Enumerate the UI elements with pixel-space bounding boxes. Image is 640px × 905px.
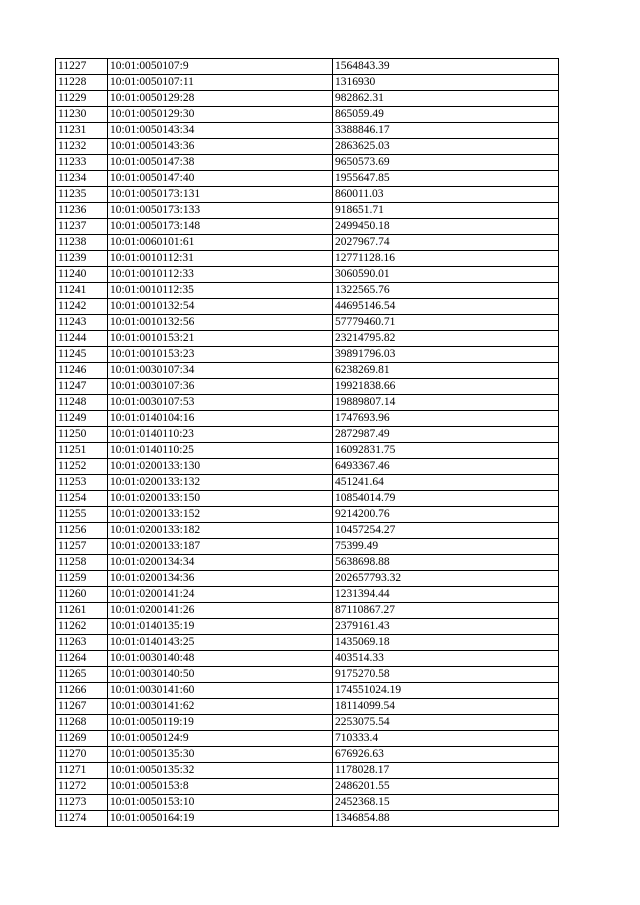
cadastral-number-cell: 10:01:0010132:56 [108,315,333,331]
row-number-cell: 11273 [56,795,108,811]
table-row [56,571,559,587]
cadastral-number-cell: 10:01:0140110:23 [108,427,333,443]
table-row [56,203,559,219]
row-number-cell: 11264 [56,651,108,667]
row-number-cell: 11243 [56,315,108,331]
value-cell: 23214795.82 [333,331,559,347]
cadastral-number-cell: 10:01:0050135:30 [108,747,333,763]
value-cell: 6238269.81 [333,363,559,379]
value-cell: 2027967.74 [333,235,559,251]
row-number-cell: 11242 [56,299,108,315]
table-row [56,731,559,747]
table-row [56,699,559,715]
value-cell: 1747693.96 [333,411,559,427]
value-cell: 9214200.76 [333,507,559,523]
table-row [56,523,559,539]
table-row [56,667,559,683]
value-cell: 6493367.46 [333,459,559,475]
row-number-cell: 11233 [56,155,108,171]
table-row [56,763,559,779]
cadastral-number-cell: 10:01:0200133:130 [108,459,333,475]
row-number-cell: 11248 [56,395,108,411]
row-number-cell: 11231 [56,123,108,139]
row-number-cell: 11268 [56,715,108,731]
table-row [56,59,559,75]
row-number-cell: 11260 [56,587,108,603]
cadastral-number-cell: 10:01:0050107:11 [108,75,333,91]
table-row [56,587,559,603]
cadastral-number-cell: 10:01:0050143:36 [108,139,333,155]
table-row [56,635,559,651]
value-cell: 1178028.17 [333,763,559,779]
cadastral-number-cell: 10:01:0050143:34 [108,123,333,139]
table-row [56,747,559,763]
value-cell: 1955647.85 [333,171,559,187]
value-cell: 860011.03 [333,187,559,203]
value-cell: 1346854.88 [333,811,559,827]
table-row [56,139,559,155]
table-row [56,283,559,299]
table-row [56,475,559,491]
table-row [56,123,559,139]
value-cell: 18114099.54 [333,699,559,715]
table-row [56,619,559,635]
table-row [56,219,559,235]
row-number-cell: 11250 [56,427,108,443]
table-row [56,507,559,523]
cadastral-number-cell: 10:01:0050129:28 [108,91,333,107]
table-row [56,235,559,251]
value-cell: 87110867.27 [333,603,559,619]
value-cell: 1435069.18 [333,635,559,651]
value-cell: 1322565.76 [333,283,559,299]
row-number-cell: 11241 [56,283,108,299]
row-number-cell: 11230 [56,107,108,123]
value-cell: 3388846.17 [333,123,559,139]
cadastral-number-cell: 10:01:0200141:26 [108,603,333,619]
table-row [56,267,559,283]
cadastral-number-cell: 10:01:0030140:48 [108,651,333,667]
row-number-cell: 11274 [56,811,108,827]
cadastral-number-cell: 10:01:0050173:131 [108,187,333,203]
cadastral-number-cell: 10:01:0010153:23 [108,347,333,363]
table-row [56,299,559,315]
table-row [56,347,559,363]
value-cell: 202657793.32 [333,571,559,587]
value-cell: 1316930 [333,75,559,91]
value-cell: 2452368.15 [333,795,559,811]
row-number-cell: 11245 [56,347,108,363]
value-cell: 982862.31 [333,91,559,107]
table-row [56,459,559,475]
value-cell: 19921838.66 [333,379,559,395]
value-cell: 403514.33 [333,651,559,667]
value-cell: 5638698.88 [333,555,559,571]
table-row [56,427,559,443]
value-cell: 19889807.14 [333,395,559,411]
row-number-cell: 11267 [56,699,108,715]
table-row [56,411,559,427]
cadastral-number-cell: 10:01:0050119:19 [108,715,333,731]
row-number-cell: 11253 [56,475,108,491]
cadastral-number-cell: 10:01:0060101:61 [108,235,333,251]
row-number-cell: 11256 [56,523,108,539]
cadastral-number-cell: 10:01:0140143:25 [108,635,333,651]
row-number-cell: 11244 [56,331,108,347]
row-number-cell: 11258 [56,555,108,571]
table-row [56,251,559,267]
value-cell: 57779460.71 [333,315,559,331]
cadastral-number-cell: 10:01:0010112:31 [108,251,333,267]
table-row [56,331,559,347]
value-cell: 2499450.18 [333,219,559,235]
value-cell: 174551024.19 [333,683,559,699]
cadastral-number-cell: 10:01:0050173:148 [108,219,333,235]
row-number-cell: 11239 [56,251,108,267]
cadastral-number-cell: 10:01:0030107:36 [108,379,333,395]
value-cell: 865059.49 [333,107,559,123]
value-cell: 10457254.27 [333,523,559,539]
value-cell: 39891796.03 [333,347,559,363]
table-row [56,171,559,187]
cadastral-number-cell: 10:01:0200133:152 [108,507,333,523]
cadastral-number-cell: 10:01:0010112:35 [108,283,333,299]
value-cell: 10854014.79 [333,491,559,507]
row-number-cell: 11227 [56,59,108,75]
row-number-cell: 11236 [56,203,108,219]
table-row [56,315,559,331]
cadastral-value-table [55,58,559,827]
cadastral-number-cell: 10:01:0050153:8 [108,779,333,795]
row-number-cell: 11262 [56,619,108,635]
cadastral-number-cell: 10:01:0030107:34 [108,363,333,379]
row-number-cell: 11238 [56,235,108,251]
table-row [56,187,559,203]
row-number-cell: 11237 [56,219,108,235]
cadastral-number-cell: 10:01:0010132:54 [108,299,333,315]
row-number-cell: 11234 [56,171,108,187]
value-cell: 12771128.16 [333,251,559,267]
cadastral-number-cell: 10:01:0010153:21 [108,331,333,347]
row-number-cell: 11265 [56,667,108,683]
table-body [56,59,559,827]
table-row [56,491,559,507]
row-number-cell: 11263 [56,635,108,651]
table-row [56,379,559,395]
cadastral-number-cell: 10:01:0030107:53 [108,395,333,411]
table-row [56,811,559,827]
value-cell: 2863625.03 [333,139,559,155]
cadastral-number-cell: 10:01:0200133:132 [108,475,333,491]
cadastral-number-cell: 10:01:0140104:16 [108,411,333,427]
cadastral-number-cell: 10:01:0200141:24 [108,587,333,603]
value-cell: 2872987.49 [333,427,559,443]
row-number-cell: 11251 [56,443,108,459]
row-number-cell: 11259 [56,571,108,587]
table-row [56,75,559,91]
table-row [56,107,559,123]
row-number-cell: 11249 [56,411,108,427]
value-cell: 75399.49 [333,539,559,555]
value-cell: 451241.64 [333,475,559,491]
value-cell: 16092831.75 [333,443,559,459]
value-cell: 3060590.01 [333,267,559,283]
row-number-cell: 11228 [56,75,108,91]
table-row [56,683,559,699]
row-number-cell: 11270 [56,747,108,763]
cadastral-number-cell: 10:01:0050173:133 [108,203,333,219]
cadastral-number-cell: 10:01:0030141:60 [108,683,333,699]
table-row [56,155,559,171]
row-number-cell: 11271 [56,763,108,779]
table-row [56,603,559,619]
value-cell: 710333.4 [333,731,559,747]
value-cell: 1231394.44 [333,587,559,603]
cadastral-number-cell: 10:01:0050147:40 [108,171,333,187]
table-row [56,395,559,411]
cadastral-number-cell: 10:01:0200133:182 [108,523,333,539]
table-row [56,443,559,459]
table-row [56,539,559,555]
cadastral-number-cell: 10:01:0010112:33 [108,267,333,283]
cadastral-number-cell: 10:01:0050164:19 [108,811,333,827]
cadastral-number-cell: 10:01:0030141:62 [108,699,333,715]
cadastral-number-cell: 10:01:0030140:50 [108,667,333,683]
row-number-cell: 11229 [56,91,108,107]
table-row [56,715,559,731]
value-cell: 2253075.54 [333,715,559,731]
value-cell: 9175270.58 [333,667,559,683]
cadastral-number-cell: 10:01:0050147:38 [108,155,333,171]
row-number-cell: 11247 [56,379,108,395]
row-number-cell: 11252 [56,459,108,475]
row-number-cell: 11272 [56,779,108,795]
cadastral-number-cell: 10:01:0050135:32 [108,763,333,779]
value-cell: 44695146.54 [333,299,559,315]
table-row [56,795,559,811]
cadastral-number-cell: 10:01:0050107:9 [108,59,333,75]
row-number-cell: 11266 [56,683,108,699]
value-cell: 676926.63 [333,747,559,763]
cadastral-number-cell: 10:01:0140135:19 [108,619,333,635]
row-number-cell: 11240 [56,267,108,283]
row-number-cell: 11257 [56,539,108,555]
cadastral-number-cell: 10:01:0140110:25 [108,443,333,459]
table-row [56,779,559,795]
cadastral-number-cell: 10:01:0200134:36 [108,571,333,587]
value-cell: 9650573.69 [333,155,559,171]
cadastral-number-cell: 10:01:0050129:30 [108,107,333,123]
row-number-cell: 11232 [56,139,108,155]
value-cell: 2486201.55 [333,779,559,795]
table-row [56,651,559,667]
cadastral-number-cell: 10:01:0200133:150 [108,491,333,507]
table-row [56,91,559,107]
cadastral-number-cell: 10:01:0200133:187 [108,539,333,555]
row-number-cell: 11246 [56,363,108,379]
value-cell: 1564843.39 [333,59,559,75]
value-cell: 2379161.43 [333,619,559,635]
cadastral-number-cell: 10:01:0050124:9 [108,731,333,747]
row-number-cell: 11255 [56,507,108,523]
value-cell: 918651.71 [333,203,559,219]
table-row [56,555,559,571]
row-number-cell: 11235 [56,187,108,203]
cadastral-number-cell: 10:01:0200134:34 [108,555,333,571]
cadastral-number-cell: 10:01:0050153:10 [108,795,333,811]
row-number-cell: 11254 [56,491,108,507]
table-row [56,363,559,379]
row-number-cell: 11261 [56,603,108,619]
row-number-cell: 11269 [56,731,108,747]
